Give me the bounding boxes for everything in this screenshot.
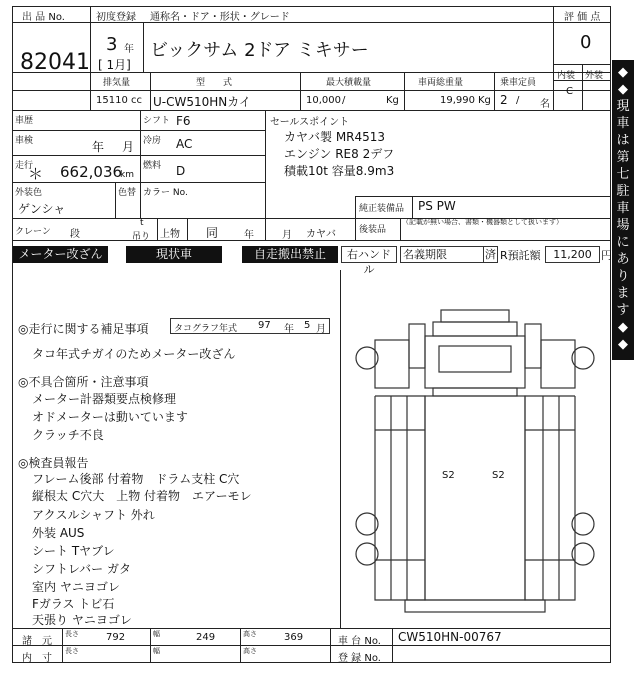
banner-char: に [616, 235, 630, 250]
displacement-label: 排気量 [103, 78, 131, 88]
driving-notes-title: ◎走行に関する補足事項 [18, 322, 149, 336]
aftermarket-note: （記載が無い場合、書類・機器類として扱います） [402, 218, 563, 226]
mileage-unit: km [120, 170, 134, 180]
length-label: 長さ [65, 630, 79, 638]
title-deadline-label: 名義期限 [403, 248, 447, 261]
cab-right-side [541, 340, 575, 388]
banner-char: す [616, 303, 630, 318]
tachograph-month: 5 [304, 320, 311, 331]
banner-char: 車 [616, 201, 630, 216]
mileage-value: 662,036 [60, 163, 123, 181]
gross-weight-label: 車両総重量 [418, 78, 464, 88]
registration-label: 登 録 No. [338, 653, 381, 664]
right-body-panel [525, 396, 575, 600]
recycle-unit: 円 [601, 249, 612, 262]
dims-label: 諸 元 [22, 636, 52, 647]
windshield [439, 346, 511, 372]
cab-left-side [375, 340, 409, 388]
first-reg-label: 初度登録 [96, 12, 136, 23]
fuel-value: D [176, 164, 186, 178]
chassis-value: CW510HN-00767 [398, 630, 502, 644]
inspection-month-unit: 月 [122, 140, 135, 154]
color-exterior-value: ゲンシャ [18, 202, 66, 216]
capacity-unit: 名 [540, 99, 550, 110]
max-load-sep: / [342, 95, 346, 106]
banner-char: 現 [616, 99, 630, 114]
upper-same: 同 [206, 226, 219, 240]
inspector-6: シフトレバー ガタ [32, 562, 131, 576]
first-reg-year: 3 [106, 34, 118, 55]
model-code: U-CW510HNカイ [153, 95, 251, 109]
length-value: 792 [106, 632, 126, 643]
inspector-3: アクスルシャフト 外れ [32, 508, 155, 522]
left-body-panel [375, 396, 425, 600]
interior-grade: C [566, 86, 573, 97]
history-label: 車歴 [15, 116, 34, 126]
color-change-label: 色替 [118, 188, 137, 198]
parking-notice-banner [612, 60, 634, 360]
right-hand-badge: 右ハンドル [341, 246, 397, 263]
banner-char: 七 [616, 167, 630, 182]
tachograph-year-unit: 年 [284, 324, 294, 335]
inner-dims-label: 内 寸 [22, 653, 52, 664]
fuel-label: 燃料 [143, 161, 162, 171]
damage-mark-right: S2 [492, 470, 505, 481]
max-load-value: 10,000 [306, 95, 341, 106]
inspector-9: 天張り ヤニヨゴレ [32, 613, 132, 627]
inspector-title: ◎検査員報告 [18, 456, 89, 470]
displacement-value: 15110 [96, 95, 128, 106]
inspector-7: 室内 ヤニヨゴレ [32, 580, 120, 594]
chassis-top [425, 396, 525, 600]
exterior-label: 外装 [585, 71, 604, 81]
recycle-amount: 11,200 [545, 246, 600, 263]
as-is-badge: 現状車 [126, 246, 222, 263]
type-label: 型 式 [196, 78, 233, 88]
banner-char: ◆ [618, 65, 628, 80]
model-desc-label: 通称名・ドア・形状・グレード [150, 12, 290, 23]
crane-hoist: 吊り [132, 232, 151, 242]
height-label: 高さ [243, 630, 257, 638]
score-value: 0 [580, 32, 592, 53]
inspector-4: 外装 AUS [32, 526, 85, 540]
inspector-2: 縦根太 C穴大 上物 付着物 エアーモレ [32, 489, 252, 503]
score-label: 評 価 点 [564, 12, 601, 23]
inspection-year-unit: 年 [92, 140, 105, 154]
sales-point-line-1: カヤバ製 MR4513 [284, 130, 386, 144]
recycle-prefix: R預託額 [500, 249, 541, 262]
defect-2: オドメーターは動いています [32, 410, 188, 424]
inspector-8: Fガラス トビ石 [32, 597, 115, 611]
crane-stage: 段 [70, 229, 80, 240]
left-mirror-door [409, 324, 425, 368]
inner-length-label: 長さ [65, 647, 79, 655]
banner-char: 駐 [616, 184, 630, 199]
model-name: ビックサム 2ドア ミキサー [150, 40, 369, 61]
capacity-value: 2 [500, 93, 508, 107]
inspector-1: フレーム後部 付着物 ドラム支柱 C穴 [32, 472, 240, 486]
truck-damage-diagram [345, 300, 605, 625]
mileage-prefix: ＊ [28, 165, 44, 183]
crane-ton: t [140, 218, 144, 228]
lot-number: 82041 [20, 50, 90, 75]
banner-char: り [616, 269, 630, 284]
color-code-label: カラー No. [143, 188, 188, 198]
banner-char: は [616, 133, 630, 148]
cab-body [425, 336, 525, 388]
width-value: 249 [196, 632, 216, 643]
damage-mark-left: S2 [442, 470, 455, 481]
recycle-label: 済 [485, 248, 496, 261]
upper-maker: カヤバ [306, 229, 336, 240]
right-mirror-door [525, 324, 541, 368]
banner-char: ◆ [618, 320, 628, 335]
aftermarket-label: 後装品 [359, 225, 387, 235]
first-reg-year-unit: 年 [124, 44, 134, 55]
color-exterior-label: 外装色 [15, 188, 43, 198]
self-pickup-prohibited-badge: 自走搬出禁止 [242, 246, 338, 263]
sales-point-title: セールスポイント [270, 117, 350, 128]
upper-year-unit: 年 [244, 230, 254, 241]
shift-label: シフト [143, 116, 171, 126]
upper-month-unit: 月 [282, 230, 292, 241]
banner-char: ま [616, 286, 630, 301]
width-label: 幅 [153, 630, 160, 638]
aircon-value: AC [176, 137, 193, 151]
banner-char: 車 [616, 116, 630, 131]
max-load-unit: Kg [386, 95, 399, 106]
aircon-label: 冷房 [143, 136, 162, 146]
shift-value: F6 [176, 114, 191, 128]
chassis-label: 車 台 No. [338, 636, 381, 647]
displacement-unit: cc [131, 95, 142, 106]
equipment-value: PS PW [418, 199, 456, 213]
cab-roof-front [433, 322, 517, 336]
sales-point-line-2: エンジン RE8 2デフ [284, 147, 395, 161]
upper-label: 上物 [160, 229, 180, 240]
lot-no-label: 出 品 No. [22, 12, 65, 23]
tachograph-label: タコグラフ年式 [174, 324, 238, 334]
defects-title: ◎不具合箇所・注意事項 [18, 375, 149, 389]
inner-height-label: 高さ [243, 647, 257, 655]
front-bumper [433, 388, 517, 396]
defect-3: クラッチ不良 [32, 428, 104, 442]
height-value: 369 [284, 632, 304, 643]
mileage-label: 走行 [15, 161, 34, 171]
gross-weight-value: 19,990 [440, 95, 475, 106]
banner-char: ◆ [618, 337, 628, 352]
first-reg-month: [ 1月] [98, 58, 131, 72]
banner-char: 場 [616, 218, 630, 233]
inspection-label: 車検 [15, 136, 34, 146]
equipment-label: 純正装備品 [359, 204, 405, 214]
banner-char: 第 [616, 150, 630, 165]
sales-point-line-3: 積載10t 容量8.9m3 [284, 164, 395, 178]
meter-tampered-badge: メーター改ざん車 [13, 246, 108, 263]
tachograph-year: 97 [258, 320, 271, 331]
banner-char: ◆ [618, 82, 628, 97]
driving-note: タコ年式チガイのためメーター改ざん [32, 347, 236, 361]
capacity-sep: / [516, 95, 520, 106]
rear-bumper [405, 600, 545, 612]
defect-1: メーター計器類要点検修理 [32, 392, 177, 406]
max-load-label: 最大積載量 [326, 78, 372, 88]
tachograph-month-unit: 月 [316, 324, 326, 335]
inner-width-label: 幅 [153, 647, 160, 655]
crane-label: クレーン [15, 227, 51, 237]
interior-label: 内装 [557, 71, 576, 81]
banner-char: あ [616, 252, 630, 267]
gross-weight-unit: Kg [478, 95, 491, 106]
inspector-5: シート Tヤブレ [32, 544, 115, 558]
cab-roof-top [441, 310, 509, 322]
capacity-label: 乗車定員 [500, 78, 537, 88]
